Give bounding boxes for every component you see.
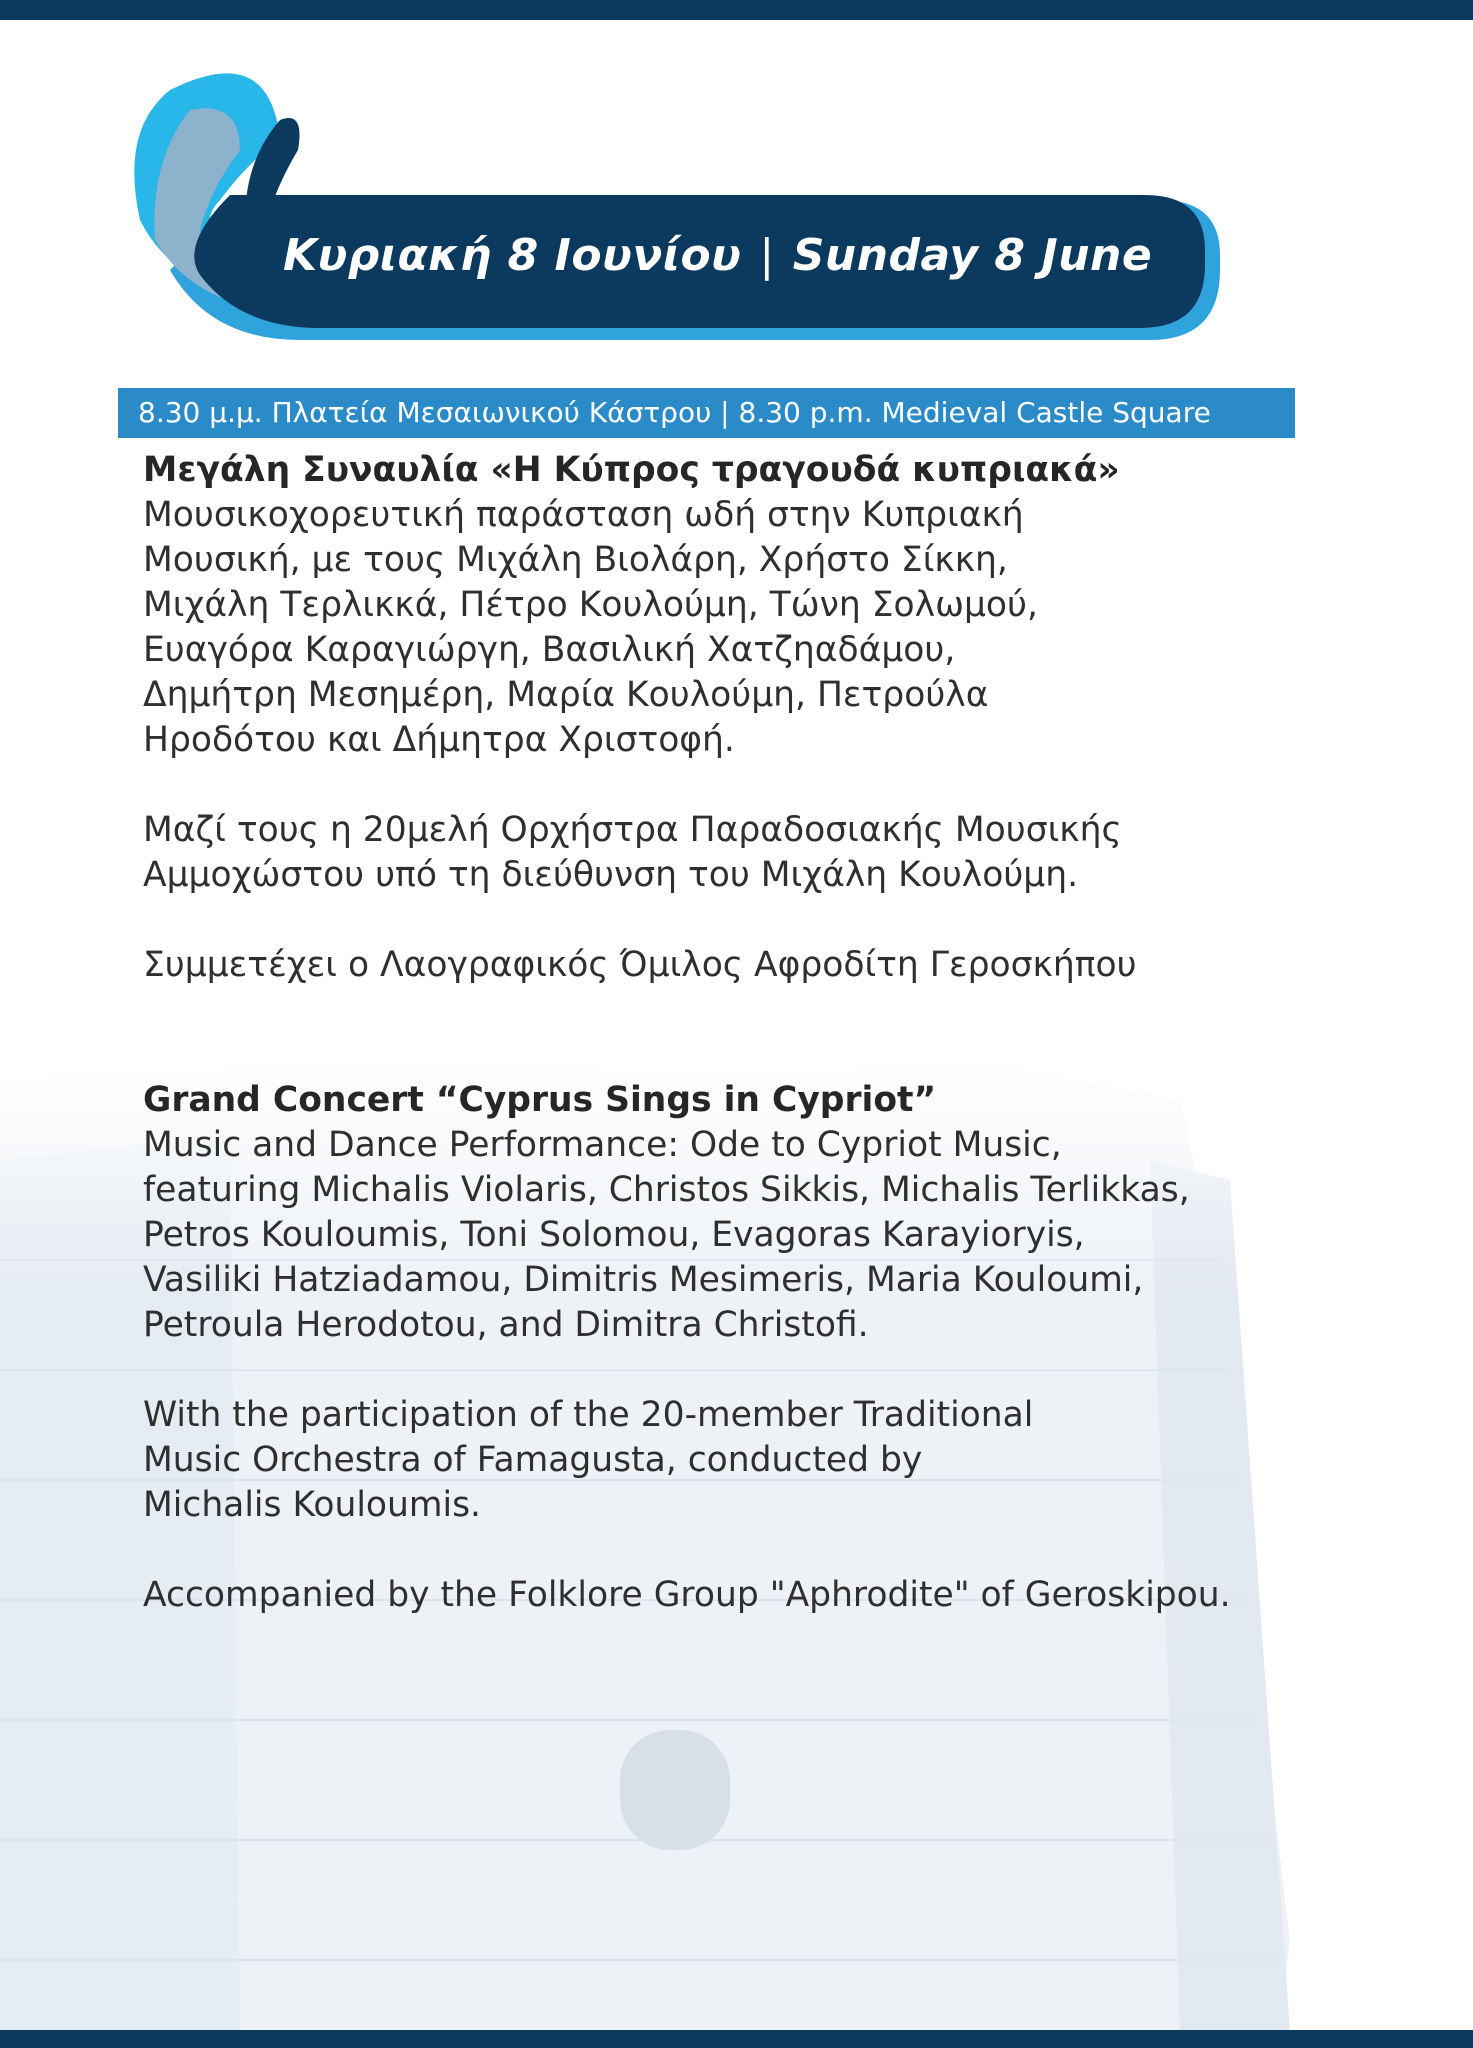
english-description-line: Music and Dance Performance: Ode to Cypriot Music, — [143, 1125, 1062, 1165]
event-date-heading — [283, 230, 1152, 290]
date-greek: Κυριακή 8 Ιουνίου — [283, 230, 742, 281]
date-banner-shape — [130, 70, 1230, 350]
english-description-line: featuring Michalis Violaris, Christos Sikkis, Michalis Terlikkas, — [143, 1170, 1190, 1210]
english-description-line: Vasiliki Hatziadamou, Dimitris Mesimeris, Maria Kouloumi, — [143, 1260, 1144, 1300]
english-orchestra-line: Michalis Kouloumis. — [143, 1485, 482, 1525]
top-border — [0, 0, 1473, 20]
greek-description-line: Ευαγόρα Καραγιώργη, Βασιλική Χατζηαδάμου, — [143, 630, 956, 670]
greek-orchestra — [143, 808, 1373, 898]
event-description — [143, 448, 1373, 1618]
greek-description-line: Μουσική, με τους Μιχάλη Βιολάρη, Χρήστο Σίκκη, — [143, 540, 1008, 580]
english-section — [143, 1078, 1373, 1348]
english-orchestra — [143, 1393, 1373, 1528]
greek-participation — [143, 943, 1373, 988]
english-description-line: Petroula Herodotou, and Dimitra Christofi. — [143, 1305, 869, 1345]
greek-description-line: Δημήτρη Μεσημέρη, Μαρία Κουλούμη, Πετρούλα — [143, 675, 989, 715]
greek-description-line: Ηροδότου και Δήμητρα Χριστοφή. — [143, 720, 735, 760]
date-english: Sunday 8 June — [792, 230, 1153, 281]
greek-description-line: Μουσικοχορευτική παράσταση ωδή στην Κυπριακή — [143, 495, 1024, 535]
greek-title: Μεγάλη Συναυλία «Η Κύπρος τραγουδά κυπριακά» — [143, 450, 1120, 490]
english-title: Grand Concert “Cyprus Sings in Cypriot” — [143, 1080, 937, 1120]
greek-section — [143, 448, 1373, 763]
greek-description-line: Μιχάλη Τερλικκά, Πέτρο Κουλούμη, Τώνη Σολωμού, — [143, 585, 1038, 625]
bottom-border — [0, 2030, 1473, 2048]
english-description-line: Petros Kouloumis, Toni Solomou, Evagoras Karayioryis, — [143, 1215, 1085, 1255]
greek-participation-line: Συμμετέχει ο Λαογραφικός Όμιλος Αφροδίτη Γεροσκήπου — [143, 945, 1137, 985]
venue-time-bar: 8.30 μ.μ. Πλατεία Μεσαιωνικού Κάστρου | 8.30 p.m. Medieval Castle Square — [118, 388, 1295, 438]
greek-orchestra-line: Αμμοχώστου υπό τη διεύθυνση του Μιχάλη Κουλούμη. — [143, 855, 1079, 895]
english-participation — [143, 1573, 1373, 1618]
english-orchestra-line: Music Orchestra of Famagusta, conducted by — [143, 1440, 923, 1480]
date-separator: | — [759, 230, 775, 281]
english-orchestra-line: With the participation of the 20-member Traditional — [143, 1395, 1034, 1435]
greek-orchestra-line: Μαζί τους η 20μελή Ορχήστρα Παραδοσιακής Μουσικής — [143, 810, 1122, 850]
english-participation-line: Accompanied by the Folklore Group "Aphrodite" of Geroskipou. — [143, 1575, 1231, 1615]
